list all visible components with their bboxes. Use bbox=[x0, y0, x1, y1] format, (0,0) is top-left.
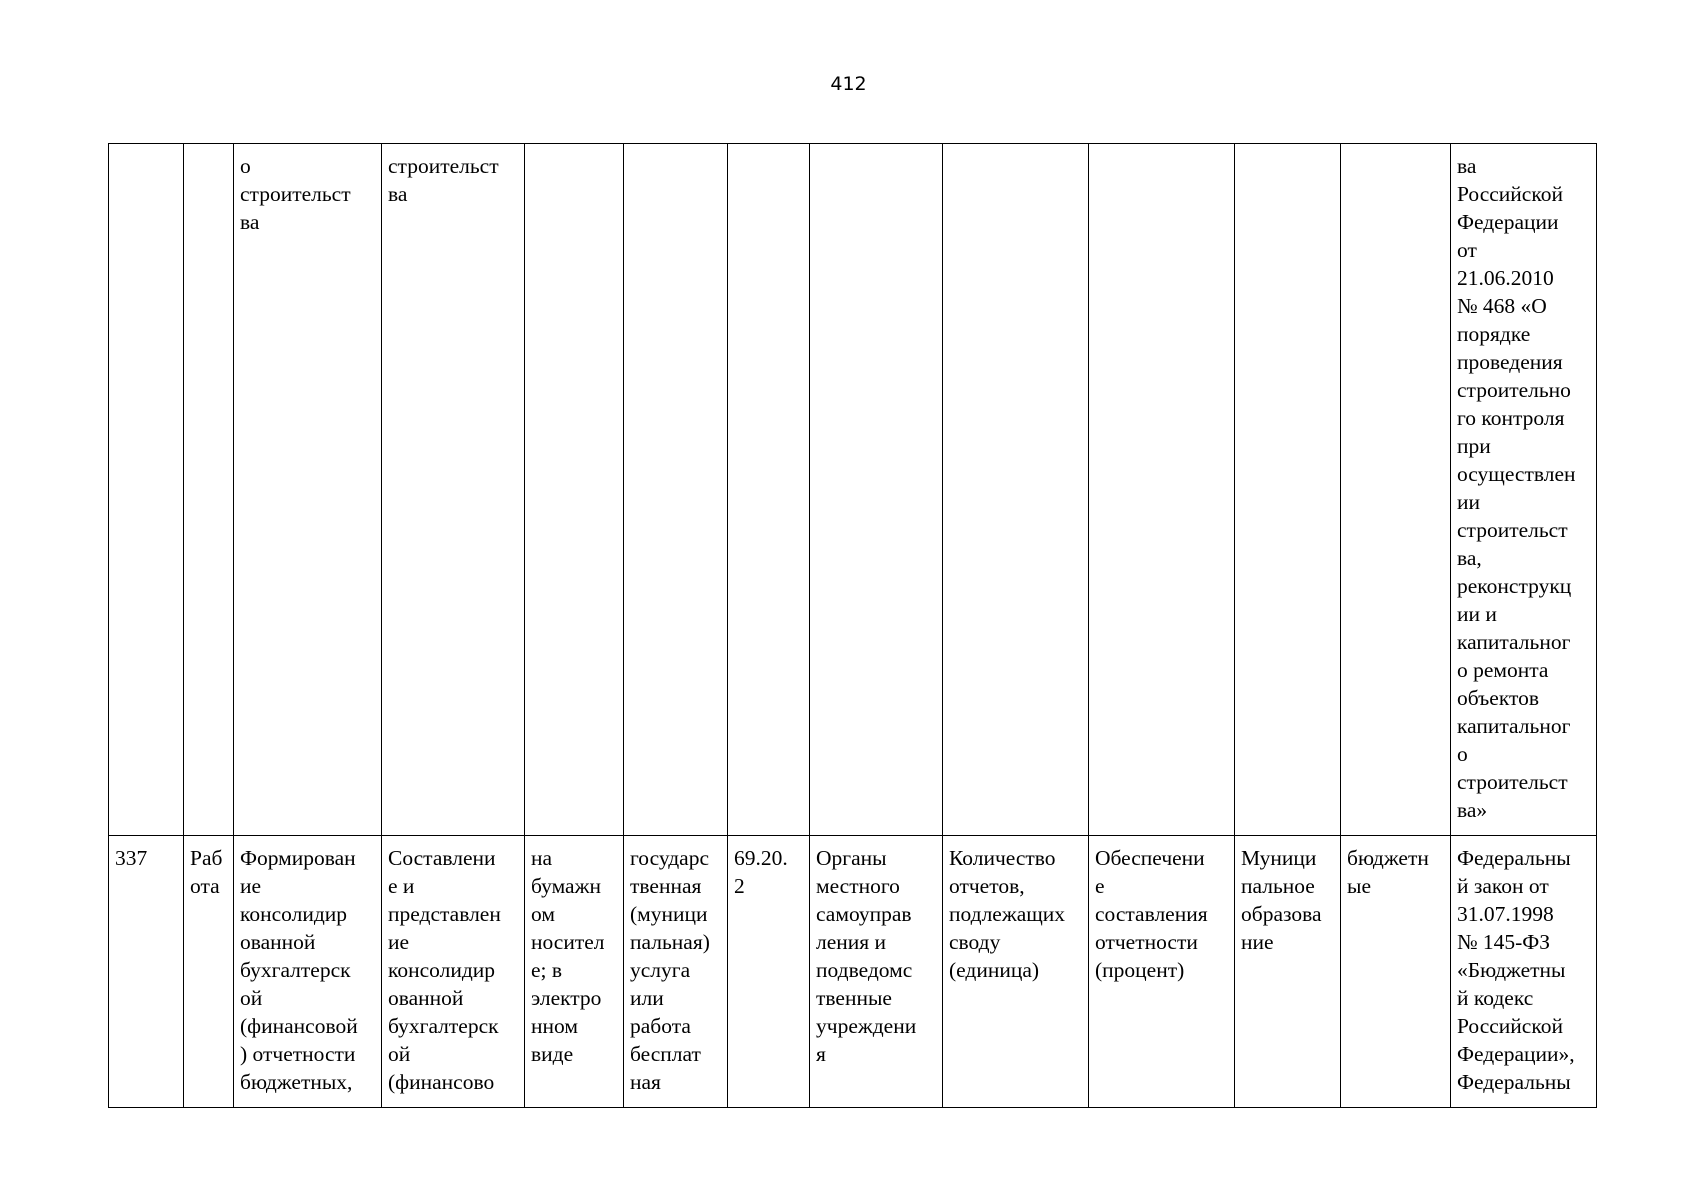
cell-type: Раб ота bbox=[184, 836, 234, 1108]
cell-institution-type bbox=[1341, 144, 1451, 836]
table-row bbox=[109, 836, 1597, 1108]
cell-legal-basis: ва Российской Федерации от 21.06.2010 № 468 «О порядке проведения строительно го контроля при осуществлен ии строительст ва, реконструкц ии и капитальног о ремонта объектов капитальног о строительст ва» bbox=[1451, 144, 1597, 836]
cell-institution-type: бюджетн ые bbox=[1341, 836, 1451, 1108]
cell-number bbox=[109, 144, 184, 836]
cell-type bbox=[184, 144, 234, 836]
cell-founder: Муници пальное образова ние bbox=[1235, 836, 1341, 1108]
cell-service-kind: государс твенная (муници пальная) услуга или работа бесплат ная bbox=[624, 836, 728, 1108]
cell-quality-indicator: Обеспечени е составления отчетности (процент) bbox=[1089, 836, 1235, 1108]
cell-quality-indicator bbox=[1089, 144, 1235, 836]
page-number: 412 bbox=[830, 73, 867, 95]
cell-number: 337 bbox=[109, 836, 184, 1108]
cell-founder bbox=[1235, 144, 1341, 836]
cell-service-kind bbox=[624, 144, 728, 836]
cell-consumers bbox=[810, 144, 943, 836]
cell-volume-indicator bbox=[943, 144, 1089, 836]
cell-name: Формирован ие консолидир ованной бухгалтерск ой (финансовой ) отчетности бюджетных, bbox=[234, 836, 382, 1108]
table-row bbox=[109, 144, 1597, 836]
cell-content: строительст ва bbox=[382, 144, 525, 836]
cell-volume-indicator: Количество отчетов, подлежащих своду (единица) bbox=[943, 836, 1089, 1108]
cell-consumers: Органы местного самоуправ ления и подведомс твенные учреждени я bbox=[810, 836, 943, 1108]
cell-name: о строительст ва bbox=[234, 144, 382, 836]
cell-content: Составлени е и представлен ие консолидир ованной бухгалтерск ой (финансово bbox=[382, 836, 525, 1108]
cell-okved: 69.20. 2 bbox=[728, 836, 810, 1108]
register-table bbox=[108, 143, 1597, 1108]
cell-okved bbox=[728, 144, 810, 836]
cell-form: на бумажн ом носител е; в электро нном виде bbox=[525, 836, 624, 1108]
cell-form bbox=[525, 144, 624, 836]
cell-legal-basis: Федеральны й закон от 31.07.1998 № 145-ФЗ «Бюджетны й кодекс Российской Федерации», Федеральны bbox=[1451, 836, 1597, 1108]
